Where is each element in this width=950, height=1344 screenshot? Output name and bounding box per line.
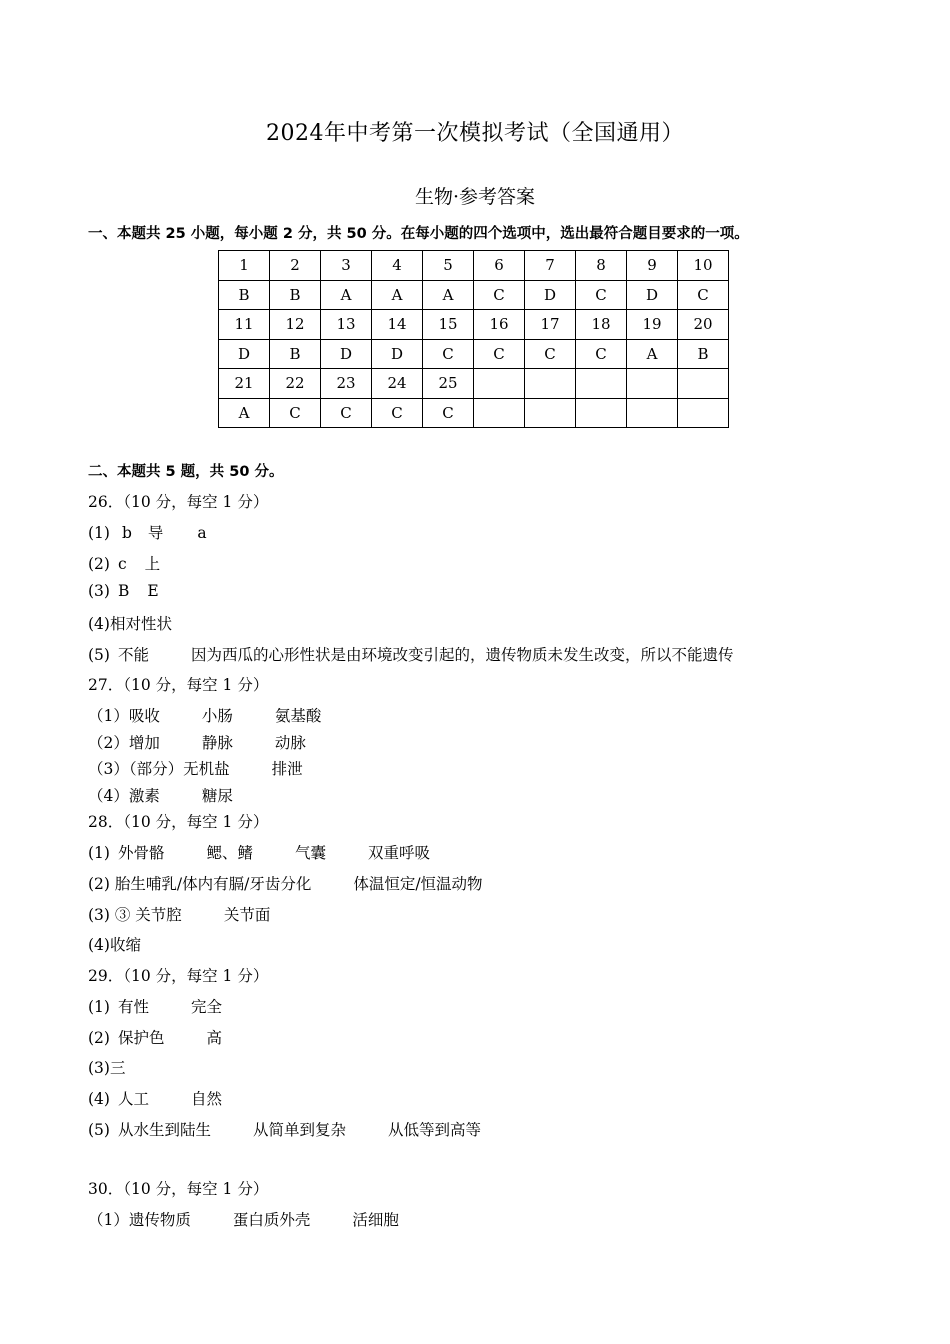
table-cell: C [678, 280, 729, 310]
table-cell: A [423, 280, 474, 310]
q27-1-a: （1）吸收 [88, 707, 160, 725]
table-cell: D [219, 339, 270, 369]
q28-line3 [88, 903, 270, 925]
table-cell: C [321, 398, 372, 428]
table-cell: 18 [576, 310, 627, 340]
q26-2-a: c [117, 555, 127, 573]
section1-heading: 一、本题共 25 小题，每小题 2 分，共 50 分。在每小题的四个选项中，选出最符合题目要求的一项。 [88, 226, 749, 242]
table-cell [525, 369, 576, 399]
table-cell: C [576, 280, 627, 310]
table-cell: 10 [678, 251, 729, 281]
q27-1-c: 氨基酸 [274, 707, 322, 725]
q30-1-c: 活细胞 [352, 1211, 399, 1229]
table-cell: C [474, 280, 525, 310]
table-cell: 20 [678, 310, 729, 340]
table-cell: 3 [321, 251, 372, 281]
table-cell: 2 [270, 251, 321, 281]
q29-1-num: (1) [88, 998, 110, 1016]
table-cell: C [372, 398, 423, 428]
answer-table [218, 250, 729, 428]
q28-heading: 28．（10 分，每空 1 分） [88, 813, 269, 831]
table-cell: D [627, 280, 678, 310]
q29-line3: (3)三 [88, 1059, 126, 1077]
table-cell: C [525, 339, 576, 369]
q29-5-a: 从水生到陆生 [117, 1121, 211, 1139]
q26-1-b: 导 [147, 524, 164, 542]
q27-1-b: 小肠 [201, 707, 233, 725]
table-cell: 8 [576, 251, 627, 281]
table-cell: 24 [372, 369, 423, 399]
q30-heading: 30．（10 分，每空 1 分） [88, 1180, 269, 1198]
table-cell: C [576, 339, 627, 369]
q29-1-a: 有性 [117, 998, 149, 1016]
q28-1-num: (1) [88, 844, 110, 862]
q28-line1 [88, 841, 430, 863]
q26-line3 [88, 582, 159, 600]
q26-line1 [88, 521, 207, 543]
q26-line2 [88, 552, 160, 574]
table-cell [627, 369, 678, 399]
q26-1-num: (1) [88, 524, 110, 542]
table-row [219, 369, 729, 399]
table-cell: A [219, 398, 270, 428]
q27-2-b: 静脉 [201, 734, 233, 752]
table-cell: 14 [372, 310, 423, 340]
table-cell: 12 [270, 310, 321, 340]
table-cell: B [219, 280, 270, 310]
q28-3-a: (3) ③ 关节腔 [88, 906, 182, 924]
q27-2-c: 动脉 [274, 734, 306, 752]
table-cell: B [678, 339, 729, 369]
table-row [219, 339, 729, 369]
q29-heading: 29．（10 分，每空 1 分） [88, 967, 269, 985]
page-title: 2024年中考第一次模拟考试（全国通用） [266, 121, 684, 146]
q26-3-a: B [117, 582, 130, 600]
q29-2-num: (2) [88, 1029, 110, 1047]
table-cell: 17 [525, 310, 576, 340]
q27-3-a: （3）（部分）无机盐 [88, 760, 230, 778]
table-cell [474, 369, 525, 399]
q26-line4: (4)相对性状 [88, 615, 172, 633]
q28-2-b: 体温恒定/恒温动物 [353, 875, 483, 893]
q29-line4 [88, 1087, 222, 1109]
q28-2-a: (2) 胎生哺乳/体内有膈/牙齿分化 [88, 875, 312, 893]
q26-heading: 26．（10 分，每空 1 分） [88, 493, 269, 511]
table-cell: 16 [474, 310, 525, 340]
table-row [219, 280, 729, 310]
q26-3-num: (3) [88, 582, 110, 600]
q26-5-num: (5) [88, 646, 110, 664]
q26-5-a: 不能 [117, 646, 149, 664]
table-row [219, 251, 729, 281]
table-cell: B [270, 339, 321, 369]
table-cell: A [627, 339, 678, 369]
q29-4-a: 人工 [117, 1090, 149, 1108]
q30-1-b: 蛋白质外壳 [232, 1211, 311, 1229]
q27-line2 [88, 731, 306, 753]
q27-line1 [88, 704, 321, 726]
q27-4-b: 糖尿 [201, 787, 233, 805]
table-cell: C [423, 339, 474, 369]
q29-5-num: (5) [88, 1121, 110, 1139]
q26-2-num: (2) [88, 555, 110, 573]
table-cell: 1 [219, 251, 270, 281]
q28-1-a: 外骨骼 [117, 844, 165, 862]
q27-2-a: （2）增加 [88, 734, 160, 752]
q29-4-num: (4) [88, 1090, 110, 1108]
page-subtitle: 生物·参考答案 [414, 186, 536, 208]
q30-line1 [88, 1208, 399, 1230]
q28-1-d: 双重呼吸 [368, 844, 431, 862]
table-cell: 19 [627, 310, 678, 340]
q27-4-a: （4）激素 [88, 787, 160, 805]
q26-1-a: b [121, 524, 132, 542]
q28-1-b: 鳃、鳍 [206, 844, 253, 862]
table-cell: 4 [372, 251, 423, 281]
q26-2-b: 上 [144, 555, 161, 573]
q29-1-b: 完全 [190, 998, 222, 1016]
q29-line1 [88, 995, 222, 1017]
table-row [219, 398, 729, 428]
table-cell: C [423, 398, 474, 428]
table-cell: 9 [627, 251, 678, 281]
table-cell: 5 [423, 251, 474, 281]
table-cell: 23 [321, 369, 372, 399]
table-cell [678, 369, 729, 399]
q26-line5 [88, 643, 734, 665]
q28-3-b: 关节面 [223, 906, 271, 924]
table-cell: A [321, 280, 372, 310]
table-cell: B [270, 280, 321, 310]
table-cell [627, 398, 678, 428]
q27-heading: 27．（10 分，每空 1 分） [88, 676, 269, 694]
q28-1-c: 气囊 [295, 844, 327, 862]
q30-1-a: （1）遗传物质 [88, 1211, 191, 1229]
q28-line2 [88, 872, 483, 894]
q29-line5 [88, 1118, 481, 1140]
q29-2-b: 高 [206, 1029, 222, 1047]
q26-3-b: E [147, 582, 159, 600]
table-cell [576, 398, 627, 428]
q26-5-b: 因为西瓜的心形性状是由环境改变引起的，遗传物质未发生改变，所以不能遗传 [190, 646, 734, 664]
table-cell: D [372, 339, 423, 369]
table-cell: 21 [219, 369, 270, 399]
table-cell: D [525, 280, 576, 310]
table-cell: A [372, 280, 423, 310]
q29-4-b: 自然 [190, 1090, 222, 1108]
section2-heading: 二、本题共 5 题，共 50 分。 [88, 464, 284, 480]
q29-line2 [88, 1026, 222, 1048]
table-cell: 22 [270, 369, 321, 399]
q29-5-c: 从低等到高等 [388, 1121, 482, 1139]
q27-3-b: 排泄 [271, 760, 303, 778]
table-cell: 15 [423, 310, 474, 340]
table-cell: 13 [321, 310, 372, 340]
table-cell: D [321, 339, 372, 369]
q29-5-b: 从简单到复杂 [252, 1121, 346, 1139]
table-cell: C [270, 398, 321, 428]
q28-line4: (4)收缩 [88, 936, 141, 954]
table-cell [576, 369, 627, 399]
table-cell: 25 [423, 369, 474, 399]
table-cell: 11 [219, 310, 270, 340]
table-cell: 6 [474, 251, 525, 281]
table-cell [525, 398, 576, 428]
table-cell: C [474, 339, 525, 369]
table-cell [678, 398, 729, 428]
q26-1-c: a [197, 524, 207, 542]
q29-2-a: 保护色 [117, 1029, 165, 1047]
table-cell: 7 [525, 251, 576, 281]
table-cell [474, 398, 525, 428]
table-row [219, 310, 729, 340]
q27-line3 [88, 757, 303, 779]
q27-line4 [88, 784, 233, 806]
